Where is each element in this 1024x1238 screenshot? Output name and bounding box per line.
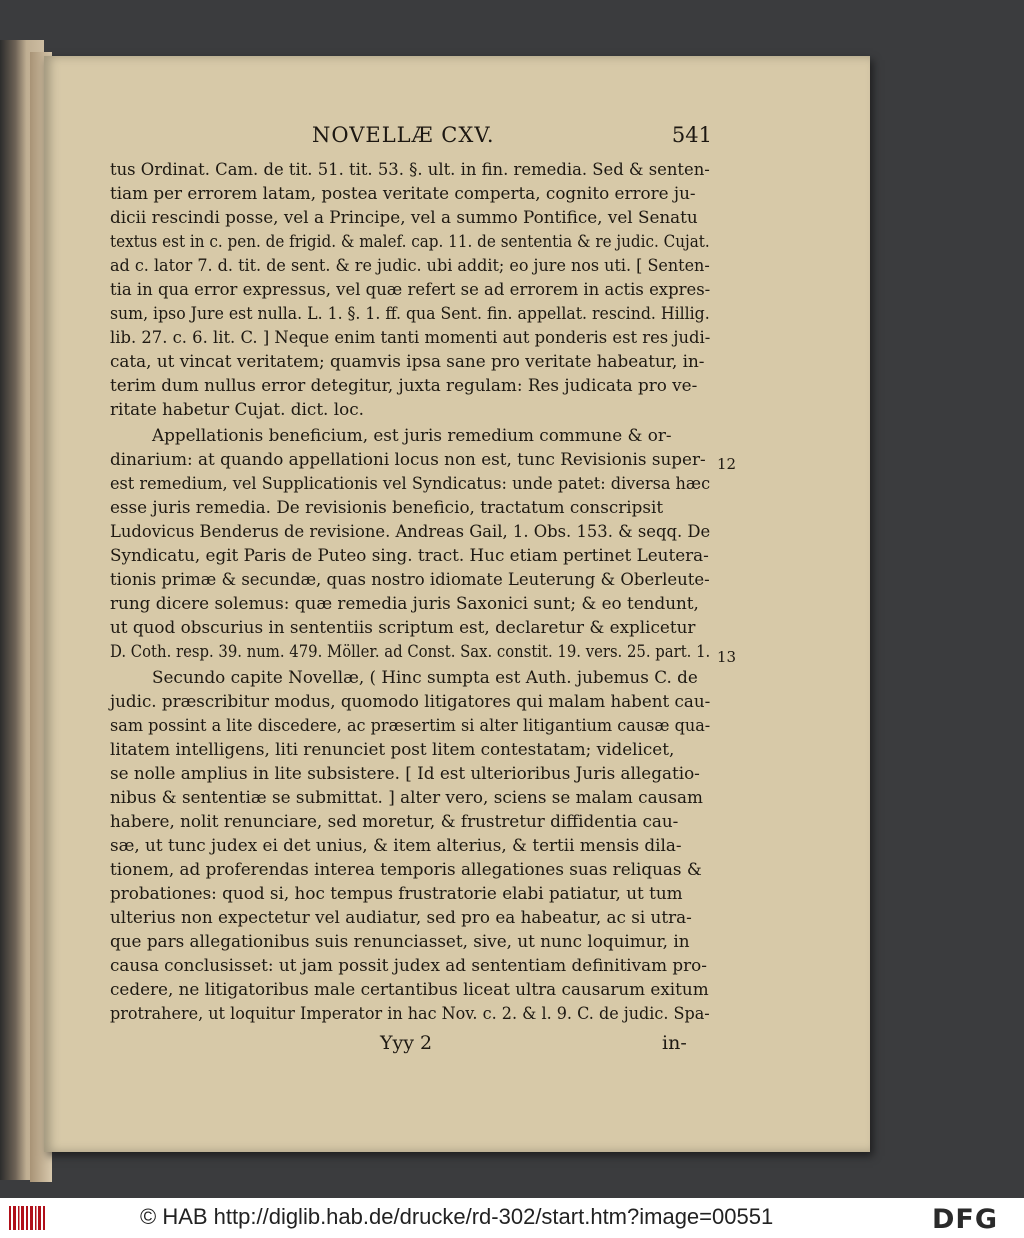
text-line: est remedium, vel Supplicationis vel Syndicatus: unde patet: diversa hæc xyxy=(110,473,711,493)
margin-number: 12 xyxy=(717,455,737,473)
text-line: D. Coth. resp. 39. num. 479. Möller. ad Const. Sax. constit. 19. vers. 25. part. 1. xyxy=(110,641,711,661)
text-line: protrahere, ut loquitur Imperator in hac Nov. c. 2. & l. 9. C. de judic. Spa- xyxy=(110,1003,710,1023)
barcode-icon xyxy=(8,1204,46,1232)
text-line: tiam per errorem latam, postea veritate comperta, cognito errore ju- xyxy=(110,183,696,203)
text-line: ad c. lator 7. d. tit. de sent. & re judic. ubi addit; eo jure nos uti. [ Senten- xyxy=(110,255,710,275)
text-line: se nolle amplius in lite subsistere. [ Id est ulterioribus Juris allegatio- xyxy=(110,763,700,783)
dfg-logo: DFG xyxy=(932,1204,999,1235)
text-line: lib. 27. c. 6. lit. C. ] Neque enim tanti momenti aut ponderis est res judi- xyxy=(110,327,711,347)
text-line: tia in qua error expressus, vel quæ refert se ad errorem in actis expres- xyxy=(110,279,711,299)
text-line: tionis primæ & secundæ, quas nostro idiomate Leuterung & Oberleute- xyxy=(110,569,710,589)
text-line: judic. præscribitur modus, quomodo litigatores qui malam habent cau- xyxy=(110,691,711,711)
catchword: in- xyxy=(662,1032,687,1054)
text-line: terim dum nullus error detegitur, juxta regulam: Res judicata pro ve- xyxy=(110,375,698,395)
text-line: cedere, ne litigatoribus male certantibus liceat ultra causarum exitum xyxy=(110,979,709,999)
text-line: probationes: quod si, hoc tempus frustratorie elabi patiatur, ut tum xyxy=(110,883,683,903)
text-line: sæ, ut tunc judex ei det unius, & item alterius, & tertii mensis dila- xyxy=(110,835,682,855)
text-line: dinarium: at quando appellationi locus non est, tunc Revisionis super- xyxy=(110,449,706,469)
running-head: NOVELLÆ CXV. xyxy=(312,123,495,147)
text-line: habere, nolit renunciare, sed moretur, & frustretur diffidentia cau- xyxy=(110,811,679,831)
text-line: cata, ut vincat veritatem; quamvis ipsa sane pro veritate habeatur, in- xyxy=(110,351,705,371)
text-line: ut quod obscurius in sententiis scriptum est, declaretur & explicetur xyxy=(110,617,696,637)
signature-mark: Yyy 2 xyxy=(380,1032,433,1054)
text-line: Appellationis beneficium, est juris remedium commune & or- xyxy=(152,425,672,445)
copyright-link[interactable]: © HAB http://diglib.hab.de/drucke/rd-302/start.htm?image=00551 xyxy=(140,1204,774,1229)
text-line: tionem, ad proferendas interea temporis allegationes suas reliquas & xyxy=(110,859,702,879)
page-number: 541 xyxy=(671,123,712,147)
text-line: nibus & sententiæ se submittat. ] alter vero, sciens se malam causam xyxy=(110,787,703,807)
text-line: ulterius non expectetur vel audiatur, sed pro ea habeatur, ac si utra- xyxy=(110,907,692,927)
text-line: tus Ordinat. Cam. de tit. 51. tit. 53. §. ult. in fin. remedia. Sed & senten- xyxy=(110,159,710,179)
text-line: textus est in c. pen. de frigid. & malef. cap. 11. de sententia & re judic. Cujat. xyxy=(110,231,710,251)
text-line: sam possint a lite discedere, ac præsertim si alter litigantium causæ qua- xyxy=(110,715,711,735)
text-line: Ludovicus Benderus de revisione. Andreas Gail, 1. Obs. 153. & seqq. De xyxy=(110,521,711,541)
text-line: dicii rescindi posse, vel a Principe, vel a summo Pontifice, vel Senatu xyxy=(110,207,698,227)
footer-bar xyxy=(0,1198,1024,1238)
text-line: sum, ipso Jure est nulla. L. 1. §. 1. ff. qua Sent. fin. appellat. rescind. Hillig. xyxy=(110,303,710,323)
text-line: litatem intelligens, liti renunciet post litem contestatam; videlicet, xyxy=(110,739,675,759)
text-line: causa conclusisset: ut jam possit judex ad sententiam definitivam pro- xyxy=(110,955,707,975)
margin-number: 13 xyxy=(717,648,737,666)
text-line: rung dicere solemus: quæ remedia juris Saxonici sunt; & eo tendunt, xyxy=(110,593,699,613)
text-line: esse juris remedia. De revisionis beneficio, tractatum conscripsit xyxy=(110,497,664,517)
text-line: Syndicatu, egit Paris de Puteo sing. tract. Huc etiam pertinet Leutera- xyxy=(110,545,709,565)
page-header xyxy=(312,123,712,153)
text-line: que pars allegationibus suis renunciasset, sive, ut nunc loquimur, in xyxy=(110,931,690,951)
text-line: ritate habetur Cujat. dict. loc. xyxy=(110,399,364,419)
text-line: Secundo capite Novellæ, ( Hinc sumpta est Auth. jubemus C. de xyxy=(152,667,698,687)
